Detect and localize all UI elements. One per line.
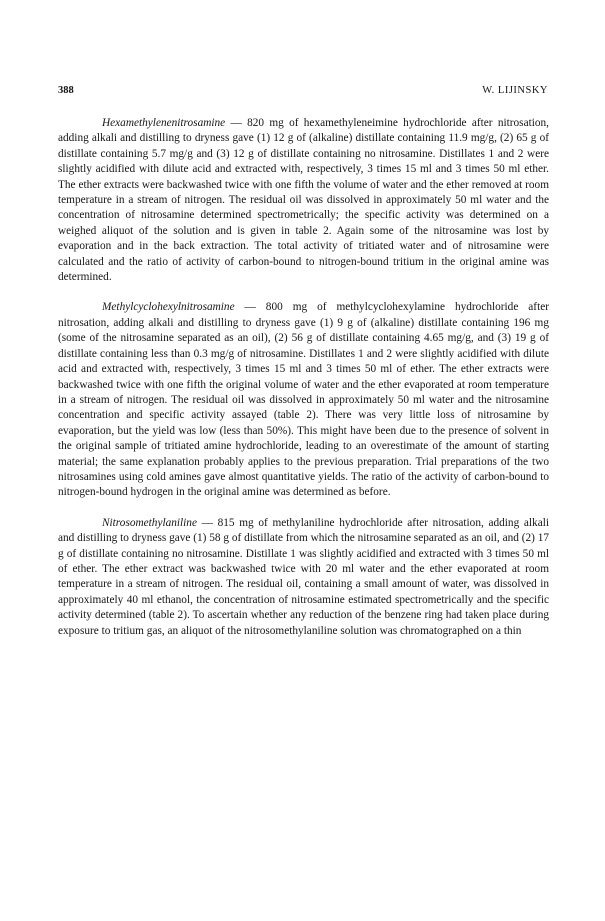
paragraph-text: — 800 mg of methylcyclohexylamine hydrochloride after nitrosation, adding alkali and distilling to dryness gave (1) 9 g of (alkaline) distillate containing 196 mg (some of the nitrosamine separated as an oil), (2) 56 g of distillate containing 4.65 mg/g, and (3) 19 g of distillate containing less than 0.3 mg/g of nitrosamine. Distillates 1 and 2 were slightly acidified with dilute acid and extracted with, respectively, 3 times 15 ml and 3 times 50 ml of ether. The ether extracts were backwashed twice with one fifth the original volume of water and the ether evaporated at room temperature in a stream of nitrogen. The residual oil was dissolved in approximately 50 ml water and the nitrosamine concentration and specific activity assayed (table 2). There was very little loss of nitrosamine by evaporation, but the yield was low (less than 50%). This might have been due to the presence of solvent in the original sample of tritiated amine hydrochloride, leading to an overestimate of the amount of starting material; the same explanation probably applies to the previous preparation. Trial preparations of the two nitrosamines using cold amines gave almost quantitative yields. The ratio of the activity of carbon-bound to nitrogen-bound hydrogen in the original amine was determined as before. bbox=[58, 301, 549, 499]
running-author: W. LIJINSKY bbox=[482, 85, 548, 96]
paragraph-nitrosomethylaniline bbox=[58, 516, 549, 639]
paragraph-text: — 815 mg of methylaniline hydrochloride after nitrosation, adding alkali and distilling to dryness gave (1) 58 g of distillate from which the nitrosamine separated as an oil, and (2) 17 g of distillate containing no nitrosamine. Distillate 1 was slightly acidified and extracted with 3 times 50 ml of ether. The ether extract was backwashed twice with 20 ml water and the ether evaporated at room temperature in a stream of nitrogen. The residual oil, containing a small amount of water, was dissolved in approximately 40 ml ethanol, the concentration of nitrosamine estimated spectrometrically and the specific activity determined (table 2). To ascertain whether any reduction of the benzene ring had taken place during exposure to tritium gas, an aliquot of the nitrosomethylaniline solution was chromatographed on a thin bbox=[58, 516, 549, 637]
paragraph-hexamethylenenitrosamine bbox=[58, 116, 549, 285]
paragraph-title: Methylcyclohexylnitrosamine bbox=[102, 301, 235, 314]
paragraph-methylcyclohexylnitrosamine bbox=[58, 300, 549, 500]
paragraph-title: Hexamethylenenitrosamine bbox=[102, 117, 226, 129]
running-header bbox=[58, 85, 548, 101]
paragraph-title: Nitrosomethylaniline bbox=[102, 516, 197, 529]
page-number: 388 bbox=[58, 85, 74, 96]
body-text bbox=[58, 116, 549, 654]
paragraph-text: — 820 mg of hexamethyleneimine hydrochloride after nitrosation, adding alkali and distilling to dryness gave (1) 12 g of (alkaline) distillate containing 11.9 mg/g, (2) 65 g of distillate containing 5.7 mg/g and (3) 12 g of distillate containing no nitrosamine. Distillates 1 and 2 were slightly acidified with dilute acid and extracted with, respectively, 3 times 15 ml and 3 times 50 ml ether. The ether extracts were backwashed twice with one fifth the volume of water and the ether removed at room temperature in a stream of nitrogen. The residual oil was dissolved in approximately 50 ml water and the concentration of nitrosamine determined spectrometrically; the specific activity was determined on a weighed aliquot of the solution and is given in table 2. Again some of the nitrosamine was lost by evaporation and in the back extraction. The total activity of tritiated water and of nitrosamine were calculated and the ratio of activity of carbon-bound to nitrogen-bound tritium in the original amine was determined. bbox=[58, 117, 549, 284]
